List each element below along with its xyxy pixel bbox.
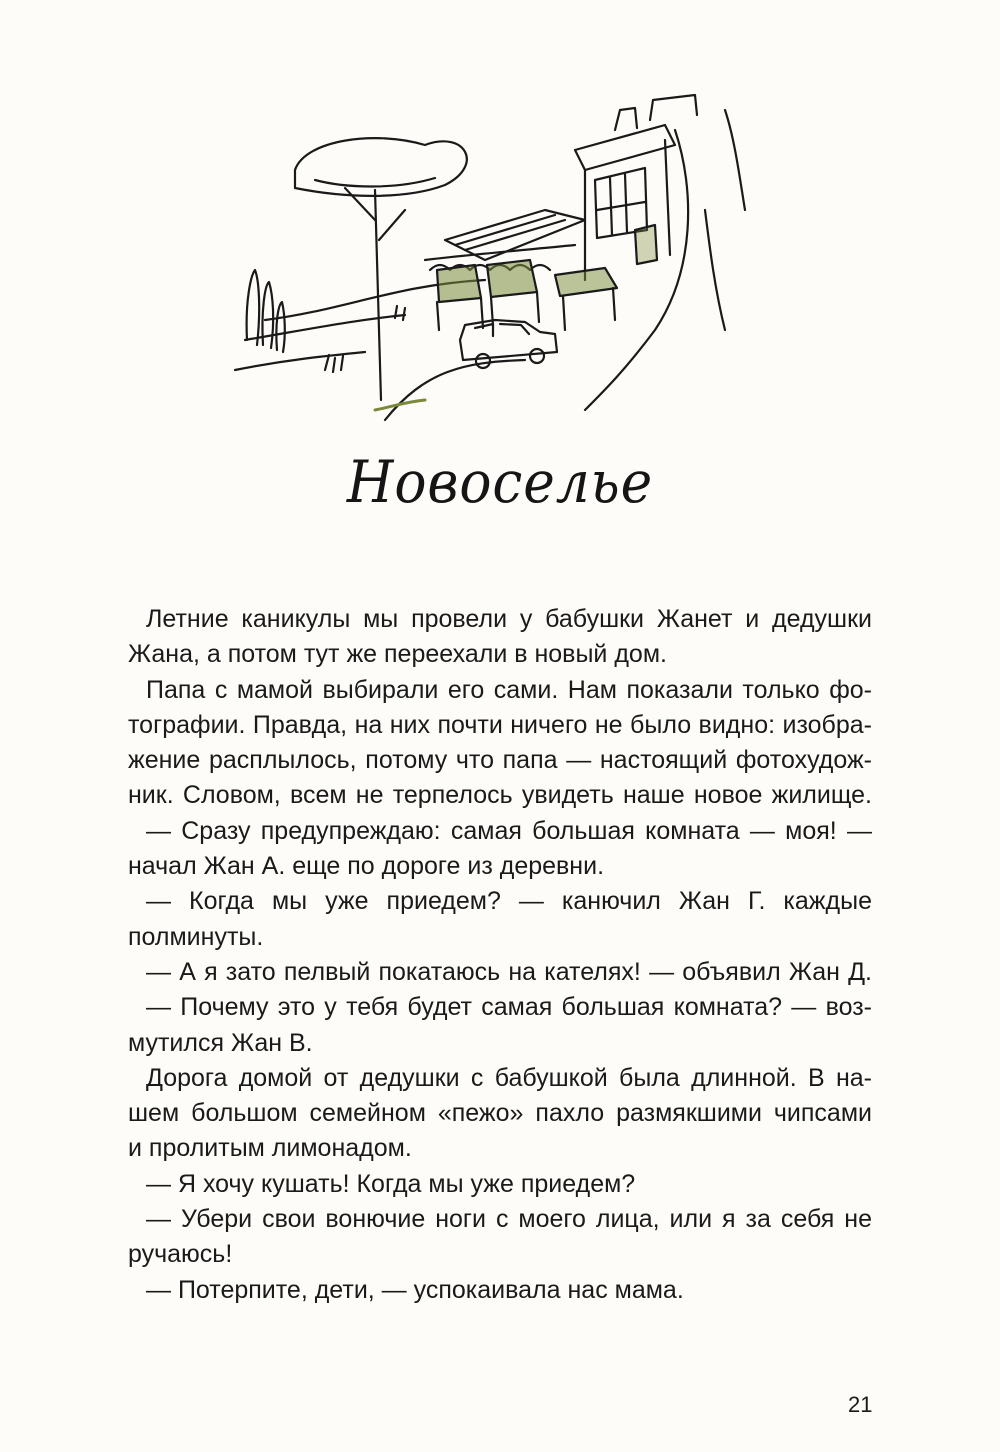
text-line: Летние каникулы мы провели у бабушки Жанет и дедушки xyxy=(146,605,872,633)
text-line: жение расплылось, потому что папа — настоящий фотохудож- xyxy=(128,746,872,775)
text-line: Папа с мамой выбирали его сами. Нам показали только фо- xyxy=(146,675,872,704)
text-line: полминуты. xyxy=(128,922,264,951)
page-number: 21 xyxy=(848,1392,873,1417)
text-line: ручаюсь! xyxy=(128,1240,233,1269)
text-line: Жана, а потом тут же переехали в новый дом. xyxy=(128,640,667,669)
text-line: — Сразу предупреждаю: самая большая комната — моя! — xyxy=(146,816,872,845)
text-line: и пролитым лимонадом. xyxy=(128,1134,412,1163)
text-line: — А я зато пелвый покатаюсь на кателях! — объявил Жан Д. xyxy=(146,957,872,986)
text-line: — Когда мы уже приедем? — канючил Жан Г. каждые xyxy=(146,887,872,916)
text-line: — Почему это у тебя будет самая большая комната? — воз- xyxy=(146,993,872,1022)
text-line: тографии. Правда, на них почти ничего не было видно: изобра- xyxy=(128,710,872,739)
hillside-town-sketch-icon xyxy=(225,70,755,430)
text-line: Дорога домой от дедушки с бабушкой была длинной. В на- xyxy=(146,1063,872,1092)
text-line: — Потерпите, дети, — успокаивала нас мама. xyxy=(146,1275,684,1304)
text-line: — Убери свои вонючие ноги с моего лица, или я за себя не xyxy=(146,1205,872,1234)
body-text xyxy=(128,602,872,1308)
text-line: — Я хочу кушать! Когда мы уже приедем? xyxy=(146,1169,636,1198)
text-line: ник. Словом, всем не терпелось увидеть наше новое жилище. xyxy=(128,781,872,810)
text-line: шем большом семейном «пежо» пахло размякшими чипсами xyxy=(128,1099,872,1128)
text-line: начал Жан А. еще по дороге из деревни. xyxy=(128,852,605,881)
chapter-title: Новоселье xyxy=(346,448,654,516)
text-line: мутился Жан В. xyxy=(128,1028,313,1057)
